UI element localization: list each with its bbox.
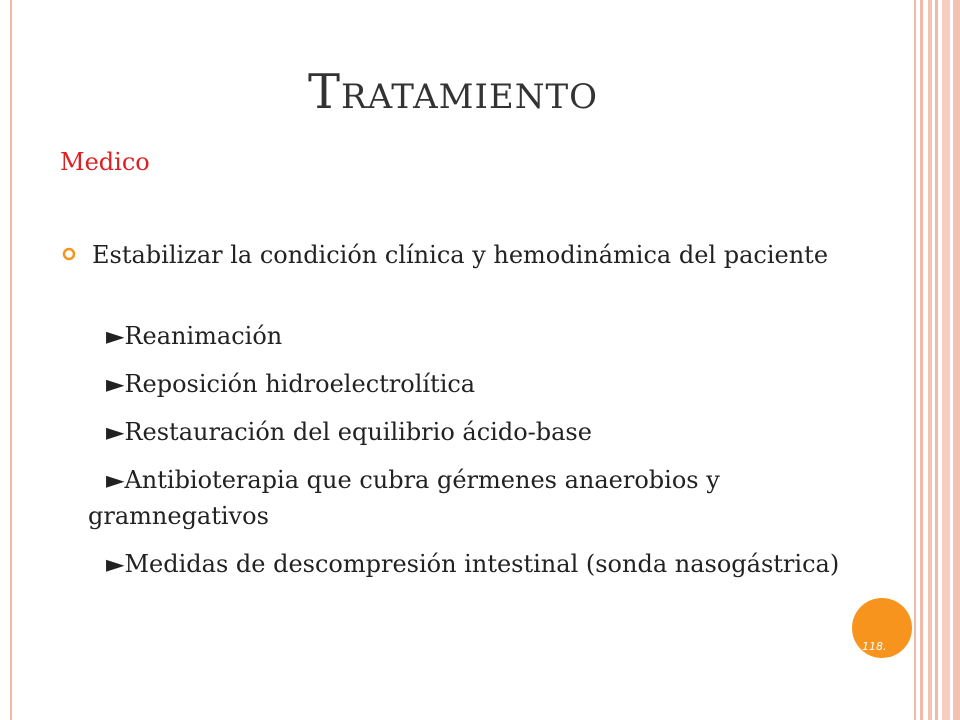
- sub-item: [88, 318, 878, 354]
- bullet-item: [88, 237, 878, 273]
- stripe: [920, 0, 923, 720]
- sub-item: [88, 414, 878, 450]
- sub-item-text: ►Medidas de descompresión intestinal (sonda nasogástrica): [106, 550, 840, 578]
- stripe: [935, 0, 938, 720]
- bullet-text: Estabilizar la condición clínica y hemodinámica del paciente: [92, 241, 829, 269]
- hollow-circle-bullet-icon: [62, 247, 76, 261]
- sub-item-text: ►Reposición hidroelectrolítica: [106, 370, 476, 398]
- stripe: [942, 0, 950, 720]
- sub-item-list: [88, 318, 878, 594]
- stripe: [953, 0, 960, 720]
- sub-item-text: ►Reanimación: [106, 322, 283, 350]
- sub-item: [88, 462, 878, 534]
- sub-item-text: ►Antibioterapia que cubra gérmenes anaerobios y gramnegativos: [88, 466, 720, 530]
- stripe: [928, 0, 932, 720]
- slide-title: Tratamiento: [307, 64, 599, 120]
- page-number: 118.: [862, 640, 887, 653]
- slide-subtitle: Medico: [60, 148, 150, 176]
- decorative-stripes: [920, 0, 960, 720]
- sub-item-text: ►Restauración del equilibrio ácido-base: [106, 418, 592, 446]
- sub-item: [88, 366, 878, 402]
- sub-item: [88, 546, 878, 582]
